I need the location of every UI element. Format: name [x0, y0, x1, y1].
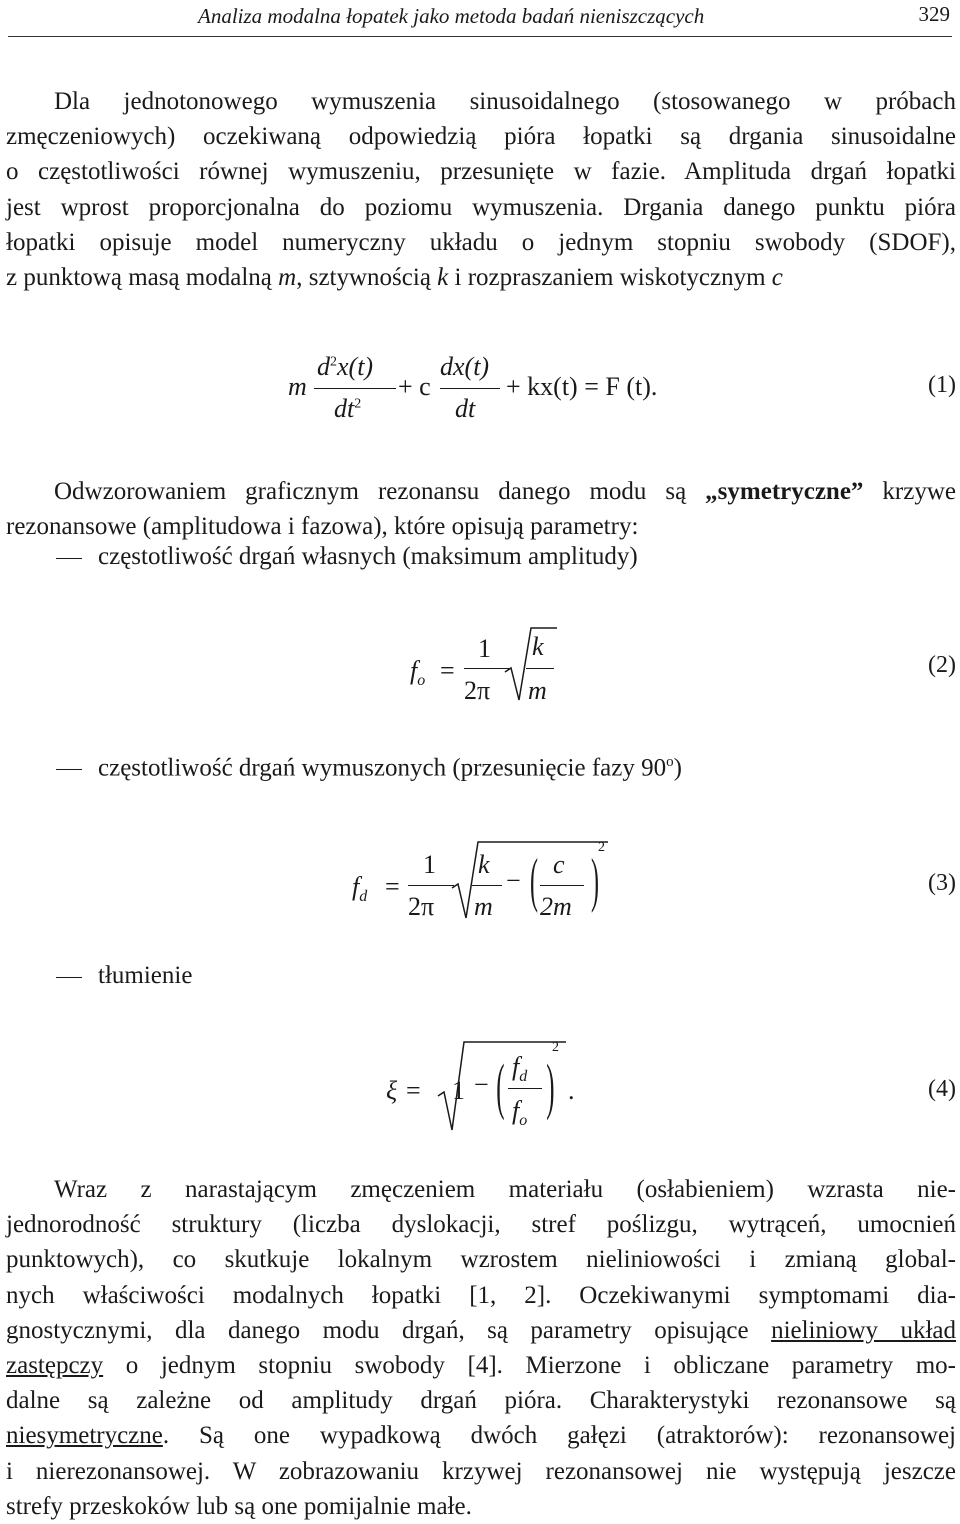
- eq1-m: m: [288, 372, 307, 401]
- eq-number-4: (4): [928, 1076, 956, 1102]
- bullet-forced-frequency: częstotliwość drgań wymuszonych (przesunięcie fazy 90$^o$): [6, 754, 682, 782]
- text-line: niesymetryczne. Są one wypadkową dwóch gałęzi (atraktorów): rezonansowej: [6, 1422, 956, 1450]
- running-header: [8, 0, 952, 37]
- eq1-dt: dt: [334, 394, 355, 423]
- text-line: strefy przeskoków lub są one pomijalnie małe.: [6, 1492, 472, 1520]
- paragraph-1: [6, 84, 956, 295]
- eq-number-2: (2): [928, 652, 956, 678]
- text-line: o częstotliwości równej wymuszeniu, przesunięte w fazie. Amplituda drgań łopatki: [6, 158, 956, 186]
- eq-number-3: (3): [928, 870, 956, 896]
- text-line: jednorodność struktury (liczba dyslokacji, stref poślizgu, wytrąceń, umocnień: [6, 1211, 956, 1239]
- text-line: Dla jednotonowego wymuszenia sinusoidalnego (stosowanego w próbach: [54, 88, 956, 115]
- text-line: i nierezonansowej. W zobrazowaniu krzywej rezonansowej nie występują jeszcze: [6, 1457, 956, 1485]
- dash-bullet: [56, 558, 82, 559]
- running-title: Analiza modalna łopatek jako metoda badań nieniszczących: [198, 4, 705, 28]
- eq1-rest: + kx(t) = F (t).: [506, 372, 658, 401]
- page-number: 329: [918, 2, 950, 26]
- eq-number-1: (1): [928, 372, 956, 398]
- text-line: rezonansowe (amplitudowa i fazowa), które opisują parametry:: [6, 513, 639, 541]
- text-line: zastępczy o jednym stopniu swobody [4]. Mierzone i obliczane parametry mo-: [6, 1352, 956, 1380]
- text-line: dalne są zależne od amplitudy drgań pióra. Charakterystyki rezonansowe są: [6, 1387, 956, 1415]
- eq1-dxt: dx(t): [440, 352, 490, 381]
- text-line: z punktową masą modalną m, sztywnością k i rozpraszaniem wiskotycznym c: [6, 264, 783, 292]
- eq1-d: d: [317, 352, 330, 381]
- dash-bullet: [56, 977, 82, 978]
- bullet-damping: tłumienie: [6, 962, 192, 990]
- text-line: łopatki opisuje model numeryczny układu o jednym stopniu swobody (SDOF),: [6, 228, 956, 256]
- text-line: Odwzorowaniem graficznym rezonansu danego modu są „symetryczne” krzywe: [54, 478, 956, 505]
- eq1-xt: x(t): [337, 352, 374, 381]
- text-line: gnostycznymi, dla danego modu drgań, są parametry opisujące nieliniowy układ: [6, 1316, 956, 1344]
- dash-bullet: [56, 769, 82, 770]
- text-line: Wraz z narastającym zmęczeniem materiału (osłabieniem) wzrasta nie-: [54, 1176, 956, 1203]
- text-line: zmęczeniowych) oczekiwaną odpowiedzią pióra łopatki są drgania sinusoidalne: [6, 123, 956, 151]
- bullet-natural-frequency: częstotliwość drgań własnych (maksimum amplitudy): [6, 543, 638, 571]
- paragraph-2: [6, 474, 956, 544]
- eq1-dt2: dt: [455, 394, 476, 423]
- text-line: punktowych), co skutkuje lokalnym wzrostem nieliniowości i zmianą global-: [6, 1246, 956, 1274]
- paragraph-3: [6, 1172, 956, 1524]
- eq1-plus-c: + c: [398, 372, 431, 401]
- text-line: nych właściwości modalnych łopatki [1, 2]. Oczekiwanymi symptomami dia-: [6, 1281, 956, 1309]
- text-line: jest wprost proporcjonalna do poziomu wymuszenia. Drgania danego punktu pióra: [6, 193, 956, 221]
